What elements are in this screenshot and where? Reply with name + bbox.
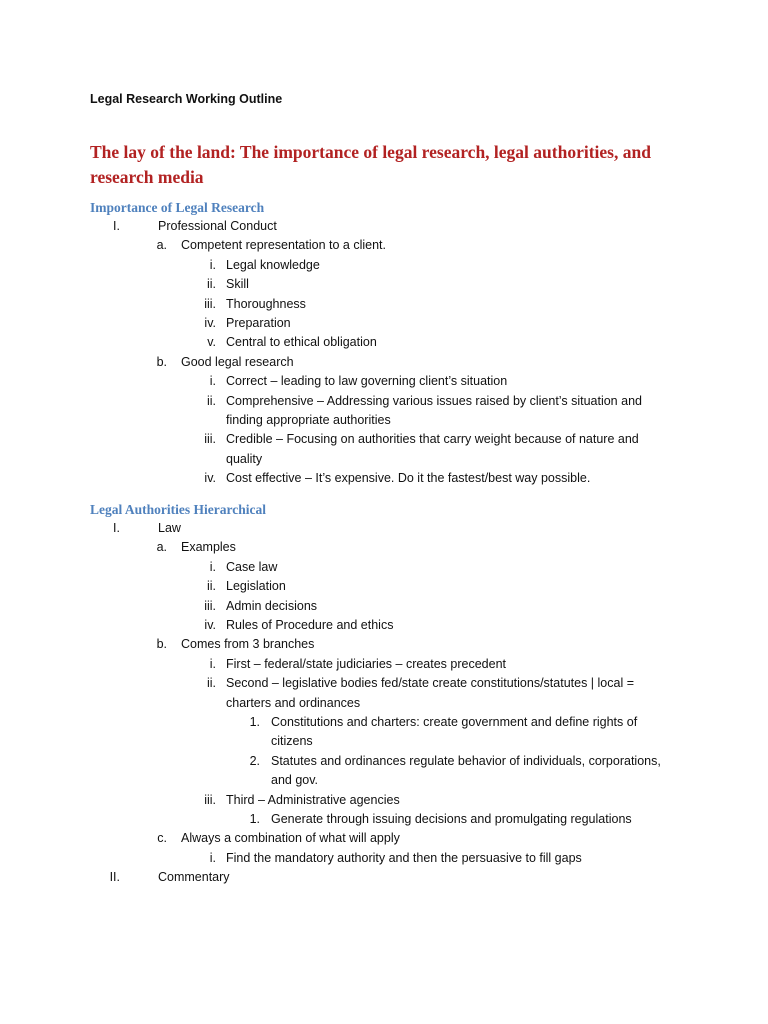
outline-item-text: Admin decisions bbox=[226, 598, 318, 613]
outline-item-text: Commentary bbox=[158, 870, 230, 885]
document-title: Legal Research Working Outline bbox=[90, 92, 283, 106]
outline-marker: II. bbox=[109, 870, 120, 885]
outline-item-text: Case law bbox=[226, 559, 278, 574]
section-heading: Legal Authorities Hierarchical bbox=[90, 502, 266, 517]
outline-item-text: Legal knowledge bbox=[226, 257, 320, 272]
main-heading: The lay of the land: The importance of legal research, legal authorities, and research media bbox=[90, 142, 651, 187]
outline-marker: v. bbox=[207, 335, 216, 350]
outline-item-text: Correct – leading to law governing client’s situation bbox=[226, 374, 508, 389]
outline-item-text: Second – legislative bodies fed/state create constitutions/statutes | local = bbox=[226, 676, 635, 691]
outline-item-text: and gov. bbox=[271, 773, 319, 788]
outline-marker: 1. bbox=[249, 812, 260, 826]
outline-marker: 2. bbox=[249, 753, 260, 768]
outline-marker: ii. bbox=[206, 393, 216, 408]
outline-item-text: Third – Administrative agencies bbox=[226, 792, 400, 807]
outline-marker: iv. bbox=[204, 618, 216, 632]
outline-marker: ii. bbox=[206, 277, 216, 292]
outline-marker: iii. bbox=[204, 598, 216, 613]
outline-marker: iv. bbox=[204, 316, 216, 330]
outline-marker: ii. bbox=[206, 579, 216, 594]
outline-item-text: First – federal/state judiciaries – creates precedent bbox=[226, 656, 506, 671]
outline-marker: iii. bbox=[204, 792, 216, 807]
outline-item-text: charters and ordinances bbox=[226, 695, 361, 710]
outline-item-text: Generate through issuing decisions and promulgating regulations bbox=[271, 812, 632, 826]
outline-item-text: Thoroughness bbox=[226, 296, 306, 311]
outline-marker: b. bbox=[156, 637, 167, 652]
outline-item-text: Skill bbox=[226, 277, 249, 292]
outline-item-text: Comes from 3 branches bbox=[181, 637, 315, 652]
outline-item-text: Legislation bbox=[226, 579, 286, 594]
outline-item-text: Central to ethical obligation bbox=[226, 335, 377, 350]
outline-item-text: citizens bbox=[271, 734, 313, 749]
outline-item-text: Always a combination of what will apply bbox=[181, 831, 400, 846]
outline-marker: i. bbox=[209, 374, 216, 389]
outline-marker: iv. bbox=[204, 471, 216, 486]
outline-item-text: Competent representation to a client. bbox=[181, 238, 386, 253]
outline-item-text: Professional Conduct bbox=[158, 219, 277, 233]
outline-item-text: Law bbox=[158, 521, 181, 535]
outline-marker: ii. bbox=[206, 676, 216, 691]
outline-marker: 1. bbox=[249, 715, 260, 729]
outline-item-text: Statutes and ordinances regulate behavior of individuals, corporations, bbox=[271, 753, 661, 768]
outline-item-text: Credible – Focusing on authorities that carry weight because of nature and bbox=[226, 432, 639, 447]
outline-marker: i. bbox=[209, 257, 216, 272]
section-heading: Importance of Legal Research bbox=[90, 200, 265, 215]
outline-marker: a. bbox=[156, 238, 167, 253]
outline-item-text: Find the mandatory authority and then the persuasive to fill gaps bbox=[226, 850, 582, 865]
outline-marker: b. bbox=[156, 354, 167, 369]
outline-item-text: Rules of Procedure and ethics bbox=[226, 618, 394, 632]
outline-marker: i. bbox=[209, 559, 216, 574]
outline-item-text: Comprehensive – Addressing various issues raised by client’s situation and bbox=[226, 393, 642, 408]
outline-item-text: Good legal research bbox=[181, 354, 294, 369]
outline-marker: I. bbox=[113, 521, 120, 535]
outline-marker: iii. bbox=[204, 296, 216, 311]
outline-marker: i. bbox=[209, 656, 216, 671]
outline-item-text: quality bbox=[226, 451, 263, 466]
outline-marker: c. bbox=[157, 831, 167, 846]
outline-item-text: Examples bbox=[181, 540, 236, 555]
outline-item-text: Preparation bbox=[226, 316, 291, 330]
outline-item-text: finding appropriate authorities bbox=[226, 413, 391, 427]
outline-item-text: Cost effective – It’s expensive. Do it the fastest/best way possible. bbox=[226, 471, 591, 486]
outline-item-text: Constitutions and charters: create government and define rights of bbox=[271, 715, 638, 729]
outline-marker: iii. bbox=[204, 432, 216, 447]
outline-marker: a. bbox=[156, 540, 167, 555]
outline-marker: I. bbox=[113, 219, 120, 233]
outline-marker: i. bbox=[209, 850, 216, 865]
